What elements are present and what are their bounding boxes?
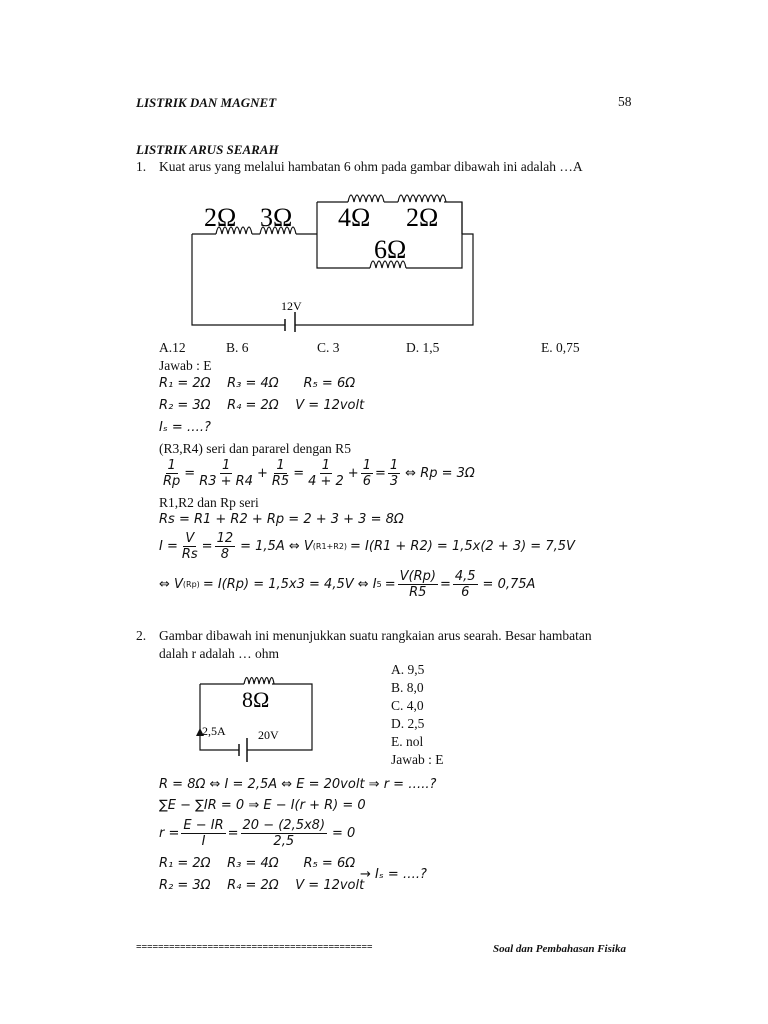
question-2-text-line-1: Gambar dibawah ini menunjukkan suatu rangkaian arus searah. Besar hambatan [159, 628, 592, 643]
q2-option-e: E. nol [391, 734, 424, 749]
footer-text: Soal dan Pembahasan Fisika [493, 943, 626, 955]
q1-step4-equation: ⇔ V (Rp) = I(Rp) = 1,5x3 = 4,5V ⇔ I 5 = $\frac{V(Rp)}{R5}$ = $\frac{4,5}{6}$ = 0,75A [159, 569, 536, 600]
q1-step3-equation: I = $\frac{V}{Rs}$ = $\frac{12}{8}$ = 1,5A ⇔ V (R1+R2) = I(R1 + R2) = 1,5x(2 + 3) = 7,5V [159, 531, 575, 562]
q1-option-d: D. 1,5 [406, 340, 440, 355]
q1-step1-equation: $\frac{1}{Rp}$ = $\frac{1}{R3 + R4}$ + $\frac{1}{R5}$ = $\frac{1}{4 + 2}$ + $\frac{1}{6}$ = $\frac{1}{3}$ ⇔ Rp = 3Ω [163, 458, 475, 489]
circuit-diagram-1 [180, 182, 480, 332]
q2-answer: Jawab : E [391, 752, 444, 767]
resistor-8-ohm-coil [244, 678, 274, 685]
q1-answer: Jawab : E [159, 358, 212, 373]
question-1-text: Kuat arus yang melalui hambatan 6 ohm pada gambar dibawah ini adalah …A [159, 159, 583, 174]
label-source-2: 20V [258, 728, 279, 742]
q2-option-a: A. 9,5 [391, 662, 425, 677]
q1-unknown: Iₛ = ….? [159, 420, 211, 435]
q1-option-a: A.12 [159, 340, 186, 355]
question-1-number: 1. [136, 159, 147, 174]
label-r1: 2Ω [204, 203, 237, 232]
q2-line-2: ∑E − ∑IR = 0 ⇒ E − I(r + R) = 0 [159, 798, 366, 813]
q1-option-b: B. 6 [226, 340, 249, 355]
section-title: LISTRIK ARUS SEARAH [136, 142, 279, 157]
q1-step2-text: R1,R2 dan Rp seri [159, 495, 259, 510]
label-r4: 2Ω [406, 203, 439, 232]
label-r5: 6Ω [374, 235, 407, 264]
circuit-diagram-2 [192, 672, 322, 762]
question-2-text-line-2: dalah r adalah … ohm [159, 646, 279, 661]
q2-given-line-1: R₁ = 2Ω R₃ = 4Ω R₅ = 6Ω [159, 856, 356, 871]
q1-option-e: E. 0,75 [541, 340, 580, 355]
label-current: 2,5A [202, 724, 226, 738]
q2-given-line-2: R₂ = 3Ω R₄ = 2Ω V = 12volt [159, 878, 365, 893]
q2-option-c: C. 4,0 [391, 698, 424, 713]
footer-rule: =========================================== [136, 942, 373, 953]
q2-unknown: → Iₛ = ….? [360, 867, 427, 882]
q1-given-line-1: R₁ = 2Ω R₃ = 4Ω R₅ = 6Ω [159, 376, 356, 391]
q1-option-c: C. 3 [317, 340, 340, 355]
q1-step1-text: (R3,R4) seri dan pararel dengan R5 [159, 441, 351, 456]
q2-line-3: r = $\frac{E - IR}{I}$ = $\frac{20 - (2,5x8)}{2,5}$ = 0 [159, 818, 356, 849]
q2-option-b: B. 8,0 [391, 680, 424, 695]
q1-step2-equation: Rs = R1 + R2 + Rp = 2 + 3 + 3 = 8Ω [159, 512, 404, 527]
label-r-8: 8Ω [242, 687, 270, 712]
q2-option-d: D. 2,5 [391, 716, 425, 731]
q2-line-1: R = 8Ω ⇔ I = 2,5A ⇔ E = 20volt ⇒ r = …..? [159, 777, 437, 792]
label-r2: 3Ω [260, 203, 293, 232]
page-number: 58 [618, 94, 632, 109]
label-r3: 4Ω [338, 203, 371, 232]
q1-given-line-2: R₂ = 3Ω R₄ = 2Ω V = 12volt [159, 398, 365, 413]
label-source: 12V [281, 299, 302, 313]
question-2-number: 2. [136, 628, 147, 643]
resistor-2-ohm-b-coil [398, 195, 446, 202]
chapter-title: LISTRIK DAN MAGNET [136, 95, 277, 110]
resistor-4-ohm-coil [348, 195, 384, 202]
